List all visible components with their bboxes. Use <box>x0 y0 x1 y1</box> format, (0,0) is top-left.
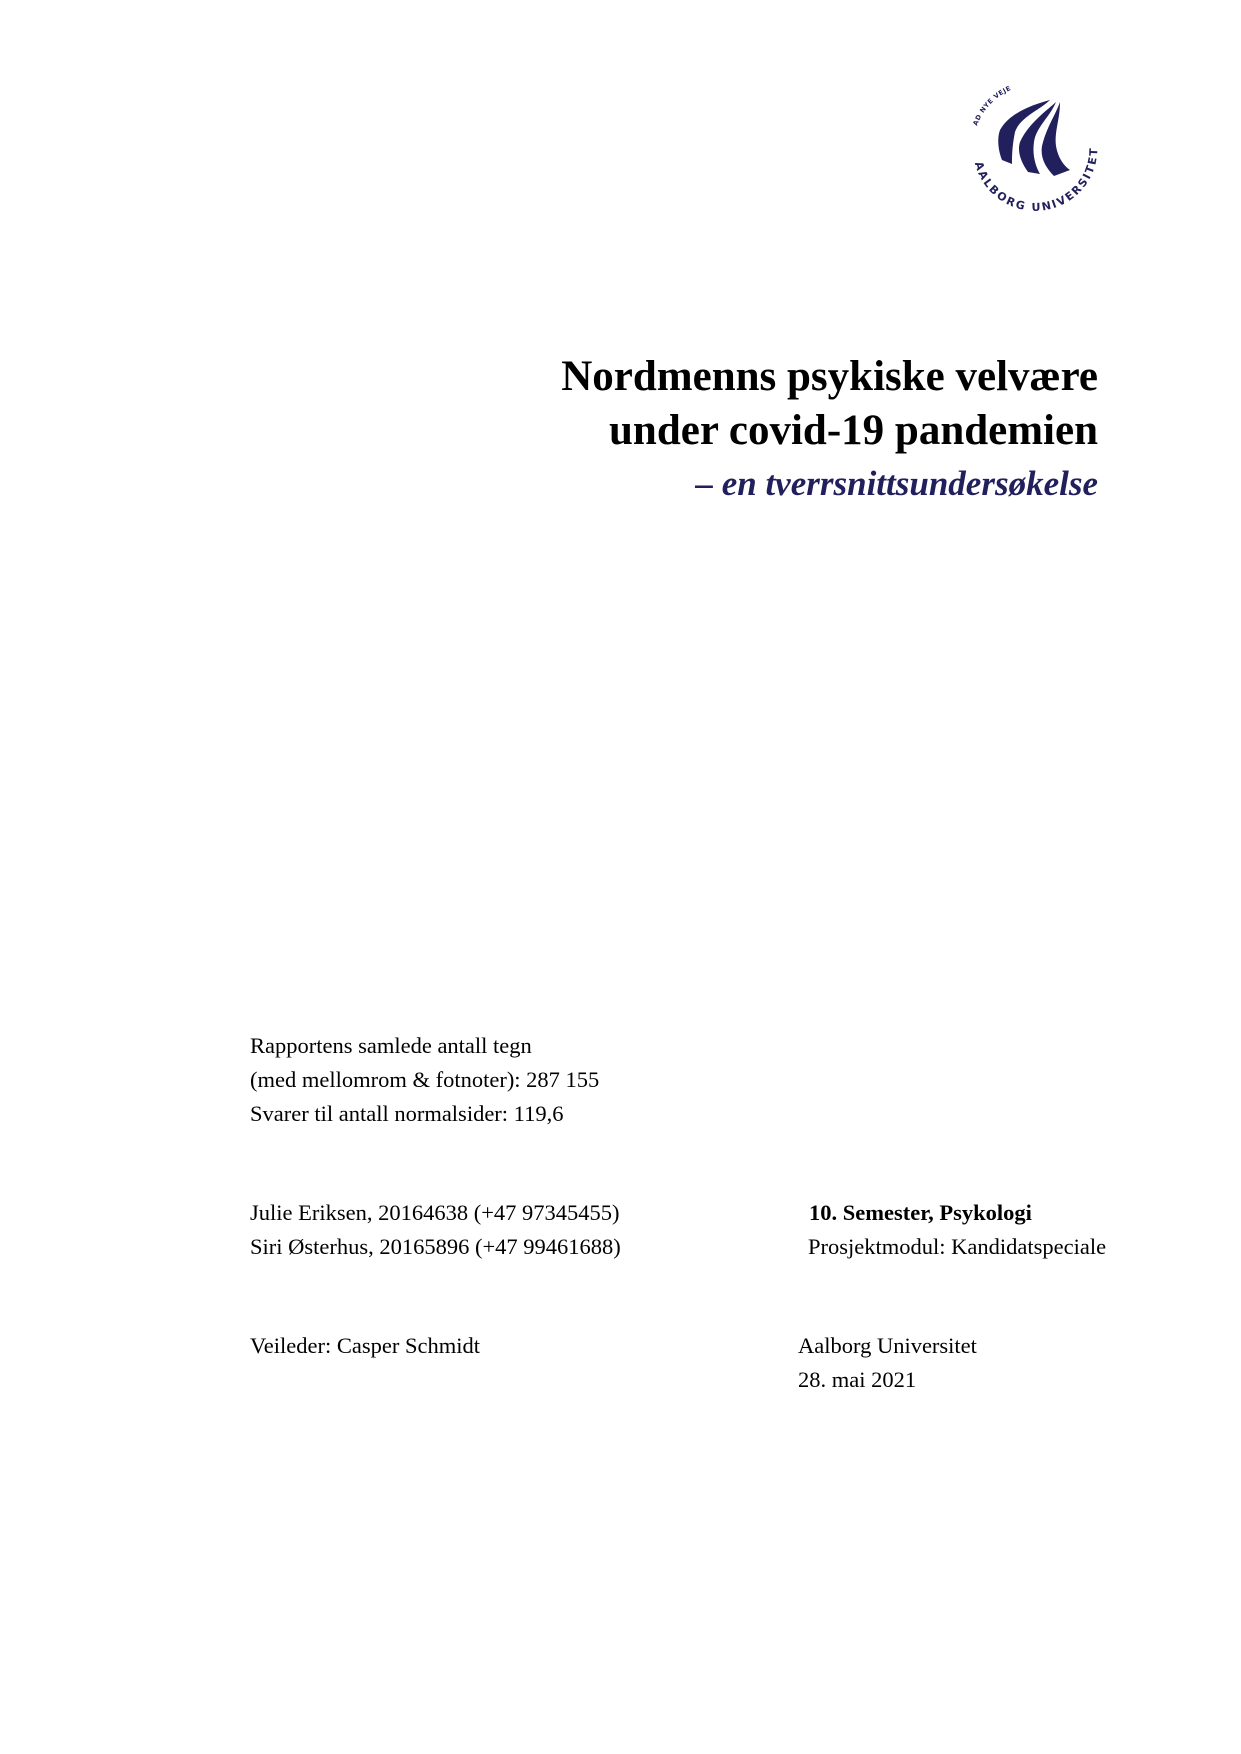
normal-pages-count: Svarer til antall normalsider: 119,6 <box>250 1101 564 1126</box>
project-module: Prosjektmodul: Kandidatspeciale <box>808 1234 1107 1259</box>
semester: 10. Semester, Psykologi <box>809 1200 1032 1225</box>
character-count-value: (med mellomrom & fotnoter): 287 155 <box>250 1067 600 1092</box>
logo-name: AALBORG UNIVERSITET <box>971 146 1101 214</box>
aalborg-university-logo <box>950 72 1110 217</box>
svg-text:AD NYE VEJE <box>971 84 1012 127</box>
institution-name: Aalborg Universitet <box>798 1333 977 1358</box>
subtitle: – en tverrsnittsundersøkelse <box>695 464 1098 503</box>
title-line-2: under covid-19 pandemien <box>609 407 1098 454</box>
wave-emblem-icon <box>998 100 1070 176</box>
character-count-label: Rapportens samlede antall tegn <box>250 1033 532 1058</box>
title-line-1: Nordmenns psykiske velvære <box>561 353 1098 400</box>
supervisor: Veileder: Casper Schmidt <box>250 1333 480 1358</box>
svg-text:AALBORG UNIVERSITET <box>972 146 1101 214</box>
author-2: Siri Østerhus, 20165896 (+47 99461688) <box>250 1234 621 1259</box>
author-1: Julie Eriksen, 20164638 (+47 97345455) <box>250 1200 620 1225</box>
logo-motto: AD NYE VEJE <box>971 84 1013 127</box>
submission-date: 28. mai 2021 <box>798 1367 917 1392</box>
